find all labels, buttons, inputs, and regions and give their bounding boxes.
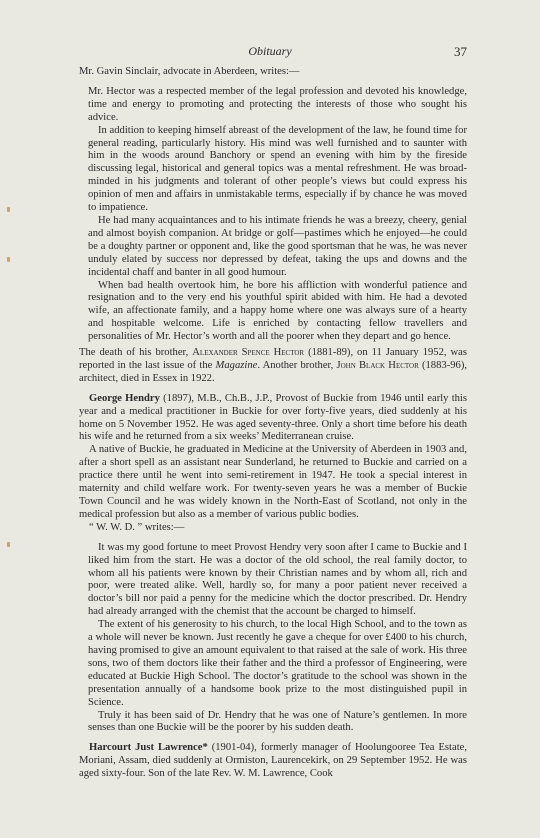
hendry-lead-text: (1897), M.B., Ch.B., J.P., Provost of Buckie from 1946 until early this year and a medical practitioner in Buckie for over forty-five years, died suddenly at his home on 5 November 1952. He was aged seventy-three. Only a short time before his death his wife and he returned from a six weeks’ Mediterranean cruise.: [79, 392, 467, 443]
hector-quote-1: Mr. Hector was a respected member of the legal profession and devoted his knowledge, time and energy to promoting and protecting the interests of those who sought his advice.: [88, 85, 467, 123]
margin-mark: [7, 542, 10, 547]
lawrence-obituary: [79, 742, 467, 781]
hendry-quote-3: Truly it has been said of Dr. Hendry that he was one of Nature’s gentlemen. In more senses than one Buckie will be the poorer by his sudden death.: [88, 709, 467, 734]
page-header: [0, 44, 540, 60]
hendry-writer-intro: “ W. W. D. ” writes:—: [89, 521, 185, 533]
hendry-lead-paragraph: [79, 393, 467, 445]
page-number: 37: [454, 44, 467, 59]
magazine-title: Magazine: [215, 359, 258, 371]
hendry-obituary: [79, 393, 467, 736]
hendry-paragraph-2: A native of Buckie, he graduated in Medicine at the University of Aberdeen in 1903 and, after a short spell as an assistant near Sunderland, he returned to Buckie and carried on a practice there until he went into semi-retirement in 1947. He took a special interest in maternity and child welfare work. For twenty-seven years he was a member of Buckie Town Council and he was widely known in the North-East of Scotland, not only in the medical profession but also as a member of various public bodies.: [79, 444, 467, 520]
hector-quote-4: When bad health overtook him, he bore his affliction with wonderful patience and resignation and to the very end his youthful spirit abided with him. He had a devoted wife, an affectionate family, and a happy home where one was always sure of a hearty and hospitable welcome. Life is enriched by contacting fellow travellers and personalities of Mr. Hector’s worth and all the poorer when they depart and go hence.: [88, 279, 467, 343]
death-text-c: . Another brother,: [257, 359, 337, 371]
lawrence-name: Harcourt Just Lawrence*: [89, 742, 208, 754]
body-text: [79, 66, 467, 781]
margin-mark: [7, 257, 10, 262]
hector-obituary: [79, 66, 467, 386]
hector-intro: Mr. Gavin Sinclair, advocate in Aberdeen, writes:—: [79, 66, 300, 77]
hendry-name: George Hendry: [89, 392, 160, 404]
brother-name-1: Alexander Spence Hector: [192, 347, 305, 359]
hector-quote-3: He had many acquaintances and to his intimate friends he was a breezy, cheery, genial and almost boyish companion. At bridge or golf—pastimes which he enjoyed—he could be a doughty partner or opponent and, like the good sportsman that he was, he was never unduly elated by success nor depressed by defeat, taking the ups and downs and the incidental chaff and banter in all good humour.: [88, 214, 467, 278]
death-text-d: (1883-96), architect, died in Essex in 1922.: [79, 359, 467, 384]
hector-quote-2: In addition to keeping himself abreast of the development of the law, he found time for general reading, particularly history. His mind was well furnished and to saunter with him in the woods around Banchory or spend an evening with him by the fireside discussing legal, historical and general topics was a mental refreshment. He was broad-minded in his judgments and tolerant of other people’s views but could express his opinion of men and affairs in unmistakable terms, especially if by chance he was moved to impatience.: [88, 124, 467, 214]
hector-brothers-note: [79, 347, 467, 386]
brother-name-2: John Black Hector: [336, 359, 419, 371]
death-text-b: (1881-89), on 11 January 1952, was reported in the last issue of the: [79, 347, 467, 371]
running-head: Obituary: [248, 44, 292, 58]
lawrence-lead-paragraph: [79, 742, 467, 781]
lawrence-lead-text: (1901-04), formerly manager of Hoolungooree Tea Estate, Moriani, Assam, died suddenly at Ormiston, Laurencekirk, on 29 September 1952. He was aged sixty-four. Son of the late Rev. W. M. Lawrence, Cook: [79, 742, 467, 780]
hendry-quote-1: It was my good fortune to meet Provost Hendry very soon after I came to Buckie and I liked him from the start. He was a doctor of the old school, the real family doctor, to whom all his patients were known by their Christian names and by whom all, rich and poor, were treated alike. Well, hardly so, for many a poor patient never received a doctor’s bill nor paid a penny for the medicine which the doctor prescribed. Dr. Hendry had already arranged with the chemist that the account be charged to himself.: [88, 541, 467, 618]
margin-mark: [7, 207, 10, 212]
hendry-quote-2: The extent of his generosity to his church, to the local High School, and to the town as a whole will never be known. Just recently he gave a cheque for over £400 to his church, having promised to give an amount equivalent to that raised at the sale of work. His three sons, two of them doctors like their father and the third a professor of Engineering, were educated at Buckie High School. The doctor’s gratitude to the school was shown in the presentation annually of a handsome book prize to the most distinguished pupil in Science.: [88, 619, 467, 708]
death-text-a: The death of his brother,: [79, 347, 193, 359]
